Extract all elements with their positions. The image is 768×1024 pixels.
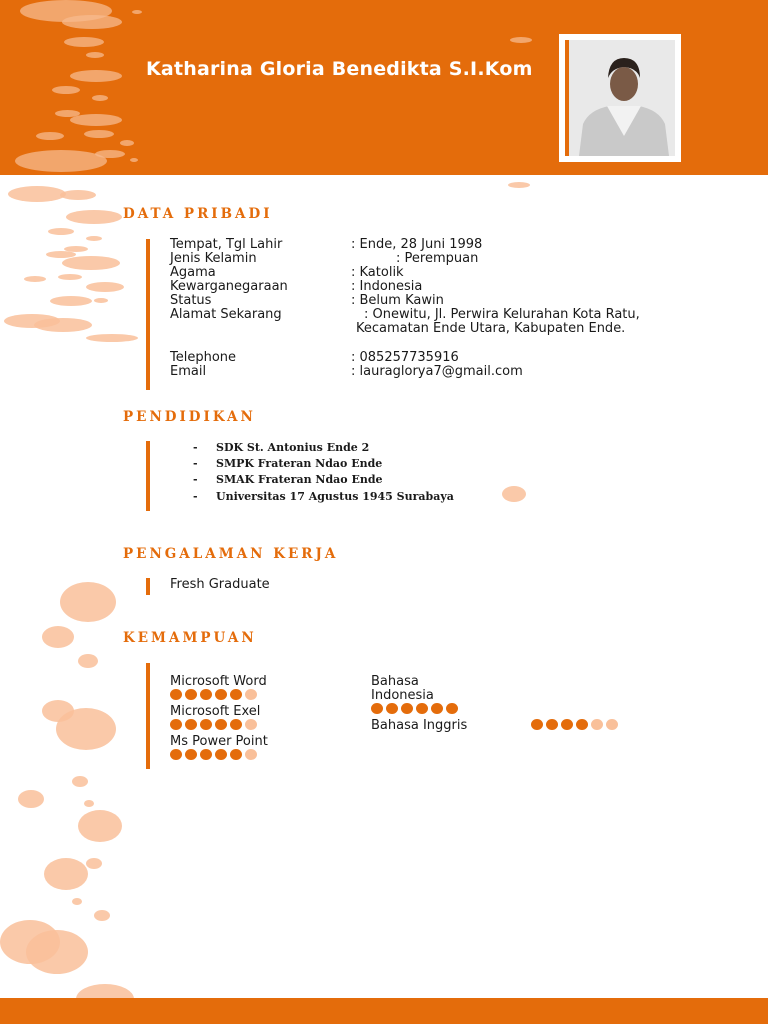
rating-dot-filled: [185, 689, 197, 700]
section-title-data-pribadi: DATA PRIBADI: [123, 206, 273, 222]
decor-bubble: [8, 186, 66, 202]
label-tempat-tgl-lahir: Tempat, Tgl Lahir: [170, 237, 283, 252]
bullet: -: [193, 457, 198, 470]
label-status: Status: [170, 293, 212, 308]
rating-dot-filled: [576, 719, 588, 730]
section-bar: [146, 663, 150, 769]
rating-dot-filled: [215, 749, 227, 760]
rating-dot-filled: [230, 719, 242, 730]
rating-dot-filled: [446, 703, 458, 714]
decor-bubble: [78, 810, 122, 842]
decor-bubble: [62, 15, 122, 29]
decor-bubble: [60, 582, 116, 622]
rating-dot-filled: [200, 749, 212, 760]
rating-dot-filled: [185, 749, 197, 760]
value-jenis-kelamin: : Perempuan: [396, 251, 479, 266]
label-email: Email: [170, 364, 207, 379]
list-item: [193, 473, 383, 486]
decor-bubble: [60, 190, 96, 200]
decor-bubble: [34, 318, 92, 332]
decor-bubble: [15, 150, 107, 172]
decor-bubble: [502, 486, 526, 502]
value-email: : lauraglorya7@gmail.com: [351, 364, 523, 379]
rating-dot-empty: [591, 719, 603, 730]
rating-dot-empty: [245, 719, 257, 730]
candidate-name: Katharina Gloria Benedikta S.I.Kom: [146, 58, 533, 80]
education-item: SMAK Frateran Ndao Ende: [216, 473, 383, 486]
rating-dot-empty: [245, 689, 257, 700]
list-item: [193, 457, 382, 470]
decor-bubble: [72, 898, 82, 905]
decor-bubble: [48, 228, 74, 235]
decor-bubble: [92, 95, 108, 101]
decor-bubble: [84, 800, 94, 807]
decor-bubble: [72, 776, 88, 787]
language-name-line2: Indonesia: [371, 688, 434, 703]
decor-bubble: [42, 626, 74, 648]
rating-dot-filled: [185, 719, 197, 730]
rating-dot-filled: [561, 719, 573, 730]
person-silhouette-icon: [569, 40, 675, 156]
label-alamat: Alamat Sekarang: [170, 307, 282, 322]
education-item: SMPK Frateran Ndao Ende: [216, 457, 383, 470]
label-telephone: Telephone: [170, 350, 237, 365]
decor-bubble: [86, 858, 102, 869]
label-kewarganegaraan: Kewarganegaraan: [170, 279, 288, 294]
decor-bubble: [66, 210, 122, 224]
decor-bubble: [86, 236, 102, 241]
bullet: -: [193, 473, 198, 486]
decor-bubble: [58, 274, 82, 280]
decor-bubble: [94, 298, 108, 303]
decor-bubble: [130, 158, 138, 162]
label-agama: Agama: [170, 265, 216, 280]
decor-bubble: [86, 282, 124, 292]
skill-name: Ms Power Point: [170, 734, 268, 749]
section-title-pengalaman-kerja: PENGALAMAN KERJA: [123, 546, 339, 562]
decor-bubble: [18, 790, 44, 808]
value-alamat: : Onewitu, Jl. Perwira Kelurahan Kota Ratu,: [364, 307, 640, 322]
decor-bubble: [132, 10, 142, 14]
decor-bubble: [120, 140, 134, 146]
education-item: Universitas 17 Agustus 1945 Surabaya: [216, 490, 454, 503]
rating-dot-empty: [245, 749, 257, 760]
rating-dot-filled: [401, 703, 413, 714]
decor-bubble: [94, 910, 110, 921]
rating-dot-filled: [170, 689, 182, 700]
rating-dot-filled: [215, 719, 227, 730]
decor-bubble: [24, 276, 46, 282]
decor-bubble: [64, 37, 104, 47]
decor-bubble: [62, 256, 120, 270]
decor-bubble: [56, 708, 116, 750]
decor-bubble: [44, 858, 88, 890]
profile-photo-frame: [559, 34, 681, 162]
section-bar: [146, 441, 150, 511]
decor-bubble: [70, 114, 122, 126]
bullet: -: [193, 490, 198, 503]
rating-dot-filled: [531, 719, 543, 730]
value-kewarganegaraan: : Indonesia: [351, 279, 423, 294]
language-name: Bahasa: [371, 674, 419, 689]
rating-dot-filled: [371, 703, 383, 714]
education-item: SDK St. Antonius Ende 2: [216, 441, 370, 454]
decor-bubble: [86, 52, 104, 58]
header-banner: [0, 0, 768, 175]
label-jenis-kelamin: Jenis Kelamin: [170, 251, 257, 266]
decor-bubble: [508, 182, 530, 188]
rating-dot-filled: [170, 719, 182, 730]
profile-photo: [565, 40, 675, 156]
decor-bubble: [70, 70, 122, 82]
rating-dot-filled: [386, 703, 398, 714]
decor-bubble: [50, 296, 92, 306]
bullet: -: [193, 441, 198, 454]
value-status: : Belum Kawin: [351, 293, 444, 308]
footer-bar: [0, 998, 768, 1024]
rating-dot-empty: [606, 719, 618, 730]
decor-bubble: [95, 150, 125, 158]
list-item: [193, 441, 369, 454]
rating-dot-filled: [230, 749, 242, 760]
rating-dot-filled: [431, 703, 443, 714]
rating-dot-filled: [416, 703, 428, 714]
value-alamat-line2: Kecamatan Ende Utara, Kabupaten Ende.: [356, 321, 626, 336]
decor-bubble: [510, 37, 532, 43]
decor-bubble: [36, 132, 64, 140]
skill-name: Microsoft Exel: [170, 704, 261, 719]
decor-bubble: [52, 86, 80, 94]
list-item: [193, 490, 454, 503]
experience-text: Fresh Graduate: [170, 577, 270, 592]
rating-dot-filled: [170, 749, 182, 760]
value-telephone: : 085257735916: [351, 350, 459, 365]
section-title-kemampuan: KEMAMPUAN: [123, 630, 257, 646]
rating-dot-filled: [200, 689, 212, 700]
value-tempat-tgl-lahir: : Ende, 28 Juni 1998: [351, 237, 483, 252]
rating-dot-filled: [215, 689, 227, 700]
rating-dot-filled: [200, 719, 212, 730]
skill-name: Microsoft Word: [170, 674, 267, 689]
decor-bubble: [26, 930, 88, 974]
section-bar: [146, 239, 150, 390]
decor-bubble: [78, 654, 98, 668]
language-name: Bahasa Inggris: [371, 718, 468, 733]
decor-bubble: [84, 130, 114, 138]
section-bar: [146, 578, 150, 595]
decor-bubble: [86, 334, 138, 342]
rating-dot-filled: [546, 719, 558, 730]
value-agama: : Katolik: [351, 265, 404, 280]
section-title-pendidikan: PENDIDIKAN: [123, 409, 256, 425]
rating-dot-filled: [230, 689, 242, 700]
